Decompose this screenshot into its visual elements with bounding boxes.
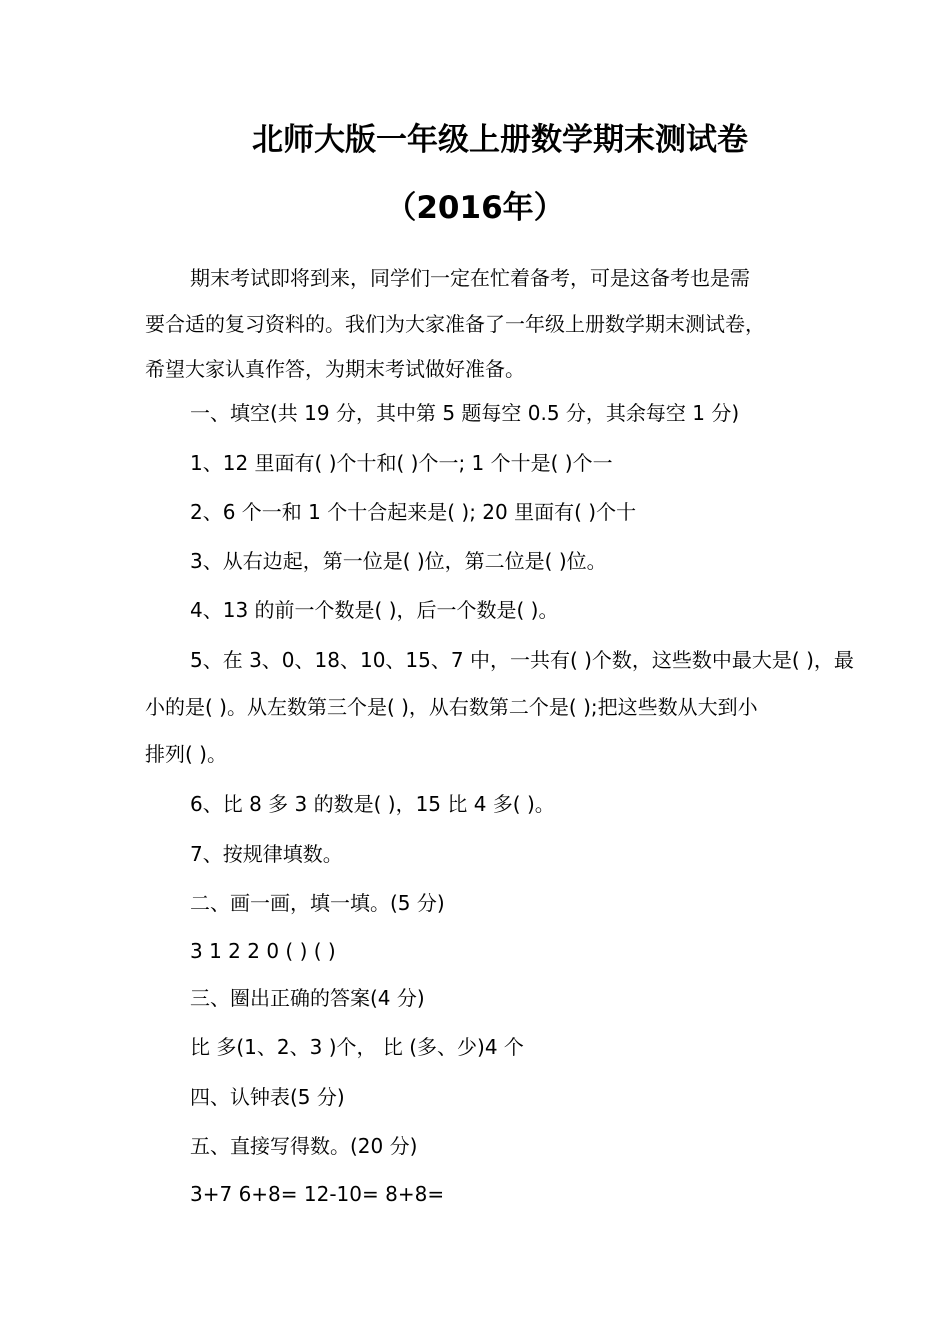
question-line: 6、比 8 多 3 的数是( )，15 比 4 多( )。: [190, 792, 555, 816]
question-line: 2、6 个一和 1 个十合起来是( ); 20 里面有( )个十: [190, 500, 637, 524]
document-subtitle: （2016年）: [385, 190, 565, 226]
intro-line: 希望大家认真作答，为期末考试做好准备。: [145, 357, 525, 381]
section-heading-arithmetic: 五、直接写得数。(20 分): [190, 1134, 418, 1158]
question-line: 7、按规律填数。: [190, 842, 343, 866]
section-heading-fill-blank: 一、填空(共 19 分，其中第 5 题每空 0.5 分，其余每空 1 分): [190, 401, 740, 425]
intro-line: 期末考试即将到来，同学们一定在忙着备考，可是这备考也是需: [190, 266, 750, 290]
question-line: 1、12 里面有( )个十和( )个一; 1 个十是( )个一: [190, 451, 613, 475]
question-line: 排列( )。: [145, 742, 227, 766]
question-line: 5、在 3、0、18、10、15、7 中，一共有( )个数，这些数中最大是( )，最: [190, 648, 854, 672]
section-heading-circle: 三、圈出正确的答案(4 分): [190, 986, 425, 1010]
section-heading-draw: 二、画一画，填一填。(5 分): [190, 891, 445, 915]
question-line: 4、13 的前一个数是( )，后一个数是( )。: [190, 598, 559, 622]
question-line: 3+7 6+8= 12-10= 8+8=: [190, 1182, 445, 1206]
section-heading-clock: 四、认钟表(5 分): [190, 1085, 345, 1109]
document-title: 北师大版一年级上册数学期末测试卷: [252, 122, 748, 158]
question-line: 3 1 2 2 0 ( ) ( ): [190, 939, 336, 963]
question-line: 小的是( )。从左数第三个是( )，从右数第二个是( );把这些数从大到小: [145, 695, 758, 719]
question-line: 3、从右边起，第一位是( )位，第二位是( )位。: [190, 549, 607, 573]
question-line: 比 多(1、2、3 )个， 比 (多、少)4 个: [190, 1035, 524, 1059]
intro-line: 要合适的复习资料的。我们为大家准备了一年级上册数学期末测试卷，: [145, 312, 765, 336]
